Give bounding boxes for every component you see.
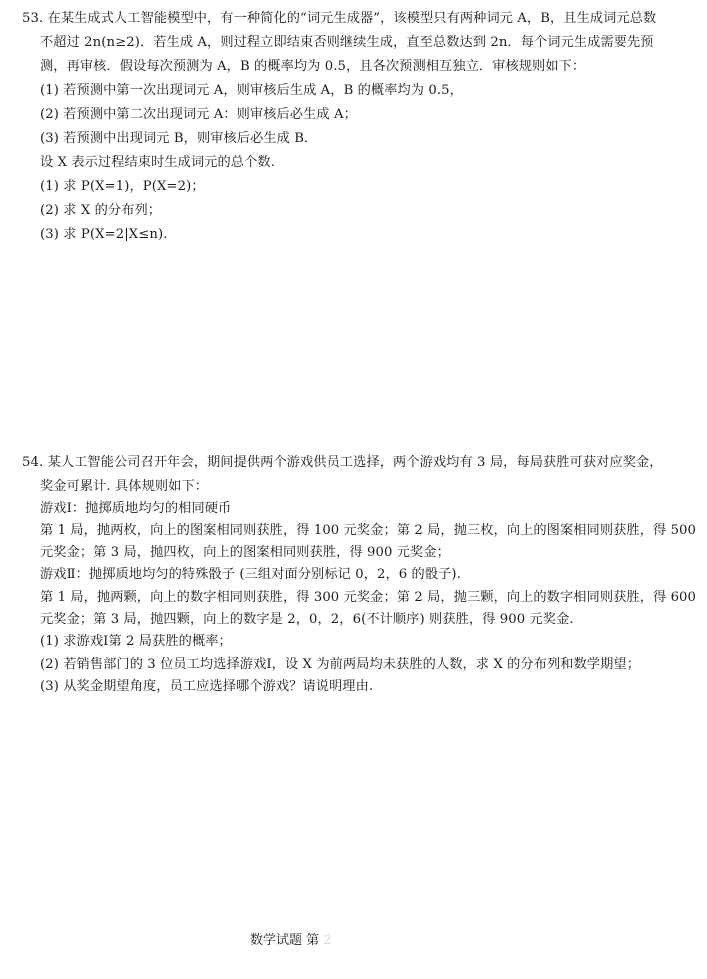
q54-subquestion-3: (3) 从奖金期望角度，员工应选择哪个游戏？请说明理由. [40, 679, 374, 694]
q54-game-2-title: 游戏Ⅱ：抛掷质地均匀的特殊骰子 (三组对面分别标记 0，2，6 的骰子). [40, 567, 461, 582]
q53-subquestion-1: (1) 求 P(X=1)，P(X=2)； [40, 179, 205, 194]
page-number: 2 [323, 933, 332, 948]
q54-subquestion-1: (1) 求游戏Ⅰ第 2 局获胜的概率； [40, 634, 232, 649]
q54-game-2-rule-line-1: 第 1 局，抛两颗，向上的数字相同则获胜，得 300 元奖金；第 2 局，抛三颗，向上的数字相同则获胜，得 600 [40, 590, 697, 605]
q54-subquestion-2: (2) 若销售部门的 3 位员工均选择游戏Ⅰ，设 X 为前两局均未获胜的人数，求 X 的分布列和数学期望； [40, 657, 641, 672]
page-footer [250, 931, 333, 951]
q53-subquestion-3: (3) 求 P(X=2|X≤n). [40, 227, 168, 242]
q53-rule-3: (3) 若预测中出现词元 B，则审核后必生成 B． [40, 131, 318, 146]
q53-definition: 设 X 表示过程结束时生成词元的总个数. [40, 155, 275, 170]
q53-rule-1: (1) 若预测中第一次出现词元 A，则审核后生成 A，B 的概率均为 0.5， [40, 83, 463, 98]
q54-stem-line-2: 奖金可累计. 具体规则如下： [40, 479, 209, 494]
q53-subquestion-2: (2) 求 X 的分布列； [40, 203, 162, 218]
q53-stem-line-2: 不超过 2n(n≥2)．若生成 A，则过程立即结束否则继续生成，直至总数达到 2n．每个词元生成需要先预 [40, 35, 654, 50]
q54-game-1-rule-line-2: 元奖金；第 3 局，抛四枚，向上的图案相同则获胜，得 900 元奖金； [40, 545, 450, 560]
q53-rule-2: (2) 若预测中第二次出现词元 A：则审核后必生成 A； [40, 107, 357, 122]
q54-stem-line-1: 54. 某人工智能公司召开年会，期间提供两个游戏供员工选择，两个游戏均有 3 局，每局获胜可获对应奖金， [22, 455, 663, 470]
q53-stem-line-3: 测，再审核．假设每次预测为 A，B 的概率均为 0.5，且各次预测相互独立．审核规则如下： [40, 59, 586, 74]
q54-game-2-rule-line-2: 元奖金；第 3 局，抛四颗，向上的数字是 2，0，2，6(不计顺序) 则获胜，得 900 元奖金. [40, 612, 574, 627]
q54-game-1-rule-line-1: 第 1 局，抛两枚，向上的图案相同则获胜，得 100 元奖金；第 2 局，抛三枚，向上的图案相同则获胜，得 500 [40, 523, 697, 538]
footer-label: 数学试题 第 [250, 933, 320, 948]
q53-stem-line-1: 53. 在某生成式人工智能模型中，有一种简化的“词元生成器”，该模型只有两种词元 A，B，且生成词元总数 [22, 11, 657, 26]
q54-game-1-title: 游戏Ⅰ：抛掷质地均匀的相同硬币 [40, 501, 232, 516]
